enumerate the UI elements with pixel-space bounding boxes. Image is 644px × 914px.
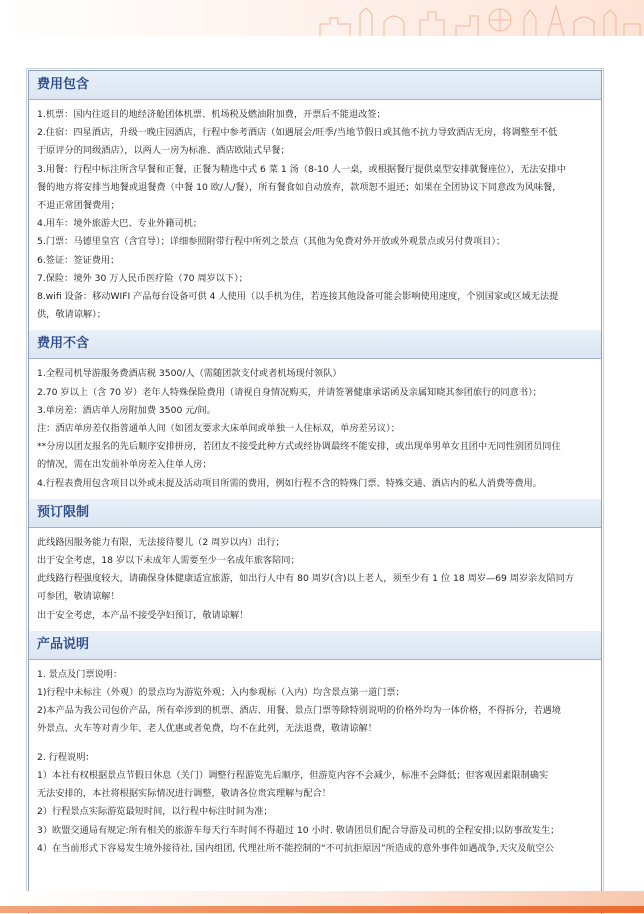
section-title: 费用不含 [29, 330, 601, 359]
city-skyline-illustration [0, 0, 644, 36]
spacer [37, 739, 593, 749]
text-line: 4.用车：境外旅游大巴、专业外籍司机； [37, 218, 202, 230]
section-title: 产品说明 [29, 631, 601, 660]
footer-color-band [0, 906, 644, 913]
text-line: 注：酒店单房差仅指普通单人间（如团友要求大床单间或单独一人住标双，单房差另议）； [37, 423, 400, 435]
text-line: 2.70 岁以上（含 70 岁）老年人特殊保险费用（请视自身情况购买，并请签署健康承诺函及亲属知晓其参团旅行的同意书）； [37, 386, 542, 398]
text-line: 的情况，需在出发前补单房差入住单人房； [37, 459, 212, 471]
text-line: 可参团，敬请谅解！ [37, 591, 120, 603]
section-booking-restrictions [29, 499, 601, 631]
text-line: 此线路行程强度较大，请确保身体健康适宜旅游，如出行人中有 80 周岁(含)以上老人，须至少有 1 位 18 周岁—69 周岁亲友陪同方 [37, 573, 575, 585]
header-decoration-banner [0, 0, 644, 36]
section-product-notes [29, 631, 601, 864]
text-line: 3.单房差：酒店单人房附加费 3500 元/间。 [37, 404, 216, 416]
text-line: 2）行程景点实际游览最短时间，以行程中标注时间为准； [37, 806, 273, 818]
text-line: 8.wifi 设备：移动WIFI 产品每台设备可供 4 人使用（以手机为佳，若连接其他设备可能会影响使用速度，个别国家或区域无法提 [37, 291, 559, 303]
text-line: 1）本社有权根据景点节假日休息（关门）调整行程游览先后顺序，但游览内容不会减少，标准不会降低；但客观因素限制确实 [37, 769, 549, 781]
text-line: 外景点、火车等对青少年、老人优惠或者免费，均不在此列，无法退费，敬请谅解！ [37, 723, 377, 735]
text-line: **分房以团友报名的先后顺序安排拼房，若团友不接受此种方式或经协调最终不能安排，或出现单男单女且团中无同性别团员同住 [37, 441, 561, 453]
section-body [29, 100, 601, 330]
text-line: 1.全程司机导游服务费酒店税 3500/人（需随团款支付或者机场现付领队） [37, 368, 342, 380]
text-line: 出于安全考虑，本产品不接受孕妇预订，敬请谅解！ [37, 609, 249, 621]
text-line: 1)行程中未标注（外观）的景点均为游览外观；入内参观标（入内）均含景点第一道门票； [37, 687, 405, 699]
text-line: 无法安排的，本社将根据实际情况进行调整，敬请各位贵宾理解与配合！ [37, 788, 331, 800]
text-line: 2. 行程说明： [37, 751, 95, 763]
footer-decoration-banner [0, 891, 644, 913]
section-title: 预订限制 [29, 499, 601, 528]
section-fee-included [29, 71, 601, 330]
text-line: 6.签证：签证费用； [37, 254, 120, 266]
section-fee-excluded [29, 330, 601, 498]
text-line: 3）欧盟交通局有规定:所有相关的旅游车每天行车时间不得超过 10 小时. 敬请团员们配合导游及司机的全程安排;以防事故发生； [37, 824, 560, 836]
section-title: 费用包含 [29, 71, 601, 100]
section-body [29, 528, 601, 631]
text-line: 餐的地方将安排当地餐或退餐费（中餐 10 欧/人/餐），所有餐食如自动放弃，款项恕不退还；如果在全团协议下同意改为风味餐， [37, 181, 562, 193]
text-line: 供，敬请谅解）； [37, 309, 106, 321]
text-line: 1.机票：国内往返目的地经济舱团体机票、机场税及燃油附加费，开票后不能退改签； [37, 109, 386, 120]
text-line: 1. 景点及门票说明： [37, 668, 123, 680]
section-body [29, 359, 601, 498]
text-line: 5.门票：马德里皇宫（含官导）；详细参照附带行程中所列之景点（其他为免费对外开放或外观景点或另付费项目）； [37, 236, 506, 248]
text-line: 不退正常团餐费用； [37, 200, 120, 212]
text-line: 4.行程表费用包含项目以外或未提及活动项目所需的费用，例如行程不含的特殊门票、特殊交通、酒店内的私人消费等费用。 [37, 477, 542, 489]
text-line: 4）在当前形式下容易发生境外接待社, 国内组团, 代理社所不能控制的“不可抗拒原因”所造成的意外事件如遇战争,天灾及航空公 [37, 842, 554, 854]
text-line: 于原评分的同级酒店），以两人一房为标准、酒店欧陆式早餐； [37, 145, 290, 157]
text-line: 2)本产品为我公司包价产品，所有牵涉到的机票、酒店、用餐、景点门票等除特别说明的价格外均为一体价格，不得拆分，若遇境 [37, 705, 561, 717]
text-line: 7.保险：境外 30 万人民币医疗险（70 周岁以下）； [37, 272, 248, 284]
section-body [29, 660, 601, 864]
info-sheet [28, 70, 602, 914]
text-line: 3.用餐：行程中标注所含早餐和正餐，正餐为精选中式 6 菜 1 汤（8-10 人一桌，或根据餐厅提供桌型安排就餐座位），无法安排中 [37, 163, 567, 175]
text-line: 2.住宿：四星酒店，升级一晚庄园酒店，行程中参考酒店（如遇展会/旺季/当地节假日或其他不抗力导致酒店无房，将调整至不低 [37, 127, 558, 139]
text-line: 出于安全考虑，18 岁以下未成年人需要至少一名成年旅客陪同； [37, 555, 300, 567]
text-line: 此线路因服务能力有限，无法接待婴儿（2 周岁以内）出行； [37, 536, 285, 548]
